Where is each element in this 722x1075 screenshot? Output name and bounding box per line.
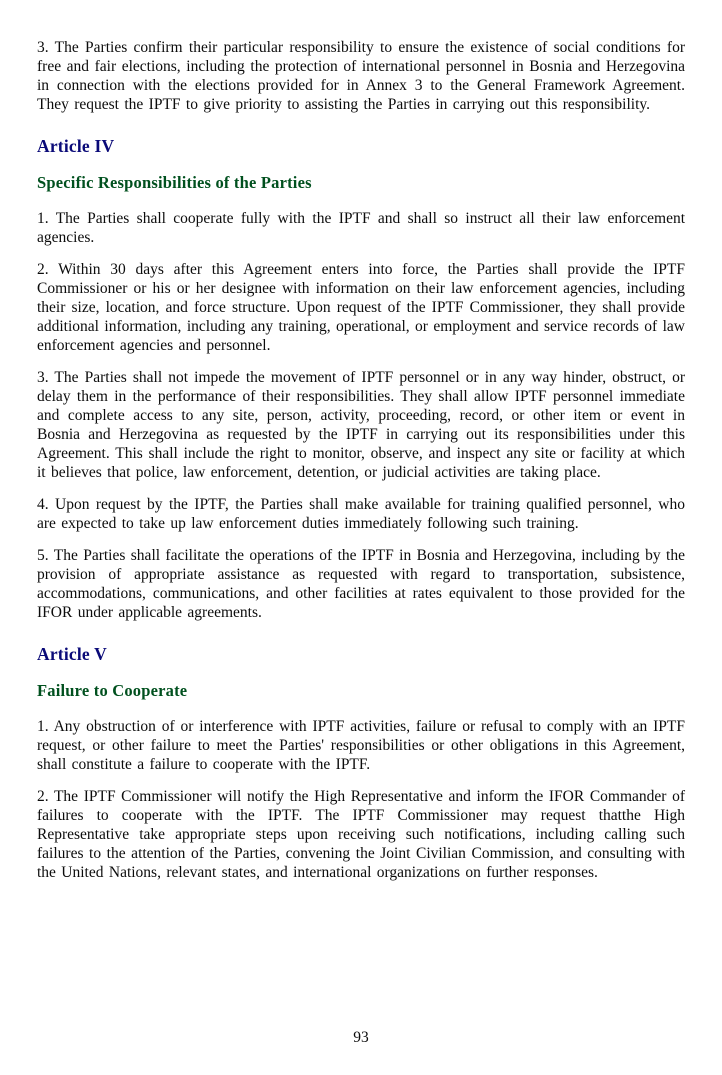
article-4-paragraph-3: 3. The Parties shall not impede the movement of IPTF personnel or in any way hinder, obstruct, or delay them in the performance of their responsibilities. They shall allow IPTF personnel immediate and complete access to any site, person, activity, proceeding, record, or other item or event in Bosnia and Herzegovina as requested by the IPTF in carrying out its responsibilities under this Agreement. This shall include the right to monitor, observe, and inspect any site or facility at which it believes that police, law enforcement, detention, or judicial activities are taking place. — [37, 369, 685, 481]
article-4-paragraph-4: 4. Upon request by the IPTF, the Parties shall make available for training qualified personnel, who are expected to take up law enforcement duties immediately following such training. — [37, 496, 685, 532]
article-4-subtitle: Specific Responsibilities of the Parties — [37, 173, 312, 192]
article-4-title: Article IV — [37, 136, 115, 156]
page-number: 93 — [353, 1029, 369, 1046]
article-5-paragraph-2: 2. The IPTF Commissioner will notify the High Representative and inform the IFOR Commander of failures to cooperate with the IPTF. The IPTF Commissioner may request thatthe High Representative take appropriate steps upon receiving such notifications, including calling such failures to the attention of the Parties, convening the Joint Civilian Commission, and consulting with the United Nations, relevant states, and international organizations on further responses. — [37, 788, 685, 881]
article-5-subtitle: Failure to Cooperate — [37, 681, 188, 700]
article-4-paragraph-1: 1. The Parties shall cooperate fully with the IPTF and shall so instruct all their law enforcement agencies. — [37, 210, 685, 246]
article-5-title: Article V — [37, 644, 107, 664]
article-5-paragraph-1: 1. Any obstruction of or interference with IPTF activities, failure or refusal to comply with an IPTF request, or other failure to meet the Parties' responsibilities or other obligations in this Agreement, shall constitute a failure to cooperate with the IPTF. — [37, 718, 685, 773]
intro-paragraph: 3. The Parties confirm their particular responsibility to ensure the existence of social conditions for free and fair elections, including the protection of international personnel in Bosnia and Herzegovina in connection with the elections provided for in Annex 3 to the General Framework Agreement. They request the IPTF to give priority to assisting the Parties in carrying out this responsibility. — [37, 39, 685, 113]
article-4-paragraph-2: 2. Within 30 days after this Agreement enters into force, the Parties shall provide the IPTF Commissioner or his or her designee with information on their law enforcement agencies, including their size, location, and force structure. Upon request of the IPTF Commissioner, they shall provide additional information, including any training, operational, or employment and service records of law enforcement agencies and personnel. — [37, 261, 685, 354]
article-4-paragraph-5: 5. The Parties shall facilitate the operations of the IPTF in Bosnia and Herzegovina, including by the provision of appropriate assistance as requested with regard to transportation, subsistence, accommodations, communications, and other facilities at rates equivalent to those provided for the IFOR under applicable agreements. — [37, 547, 685, 621]
